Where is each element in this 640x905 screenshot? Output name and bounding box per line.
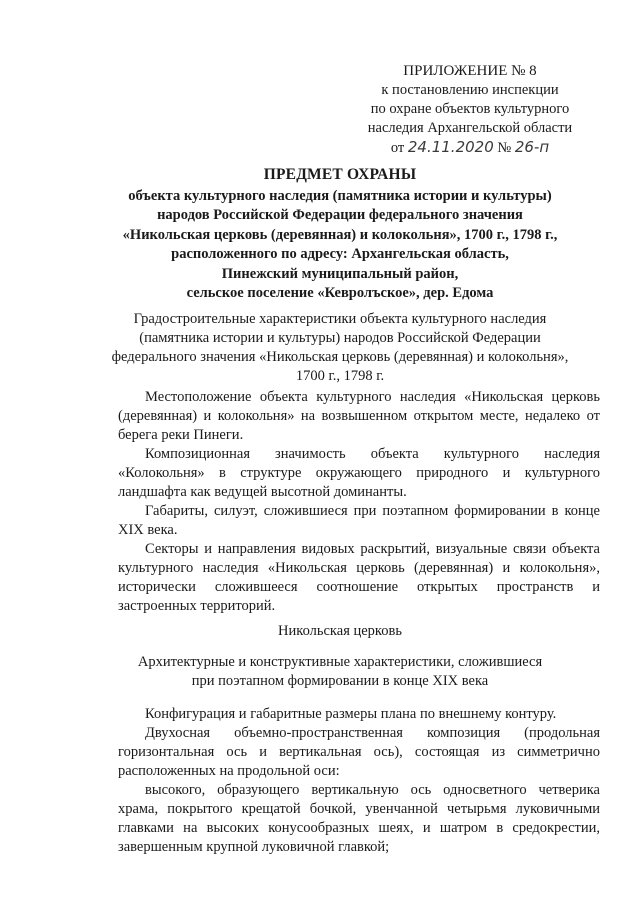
appendix-line: наследия Архангельской области: [367, 120, 573, 136]
title-line: объекта культурного наследия (памятника истории и культуры): [128, 187, 552, 204]
paragraph: Двухосная объемно-пространственная композиция (продольная горизонтальная ось и вертикальная ось), состоящая из симметрично расположенных на продольной оси:: [118, 725, 600, 779]
heading-line: федерального значения «Никольская церковь (деревянная) и колокольня»,: [111, 349, 569, 365]
paragraph: Конфигурация и габаритные размеры плана по внешнему контуру.: [145, 706, 557, 722]
heading-line: 1700 г., 1798 г.: [295, 368, 385, 384]
appendix-date-line: [340, 138, 600, 158]
heading-line: Архитектурные и конструктивные характеристики, сложившиеся: [137, 654, 543, 670]
handwritten-number: 26-п: [514, 138, 550, 156]
heading-line: при поэтапном формировании в конце XIX века: [191, 673, 489, 689]
section1-body: [118, 388, 600, 616]
document-title-block: [70, 165, 610, 304]
appendix-line: по охране объектов культурного: [370, 101, 570, 117]
paragraph: Местоположение объекта культурного наследия «Никольская церковь (деревянная) и колокольня» на возвышенном открытом месте, недалеко от берега реки Пинеги.: [118, 389, 600, 443]
title-line: народов Российской Федерации федерального значения: [157, 207, 523, 223]
church-heading: Никольская церковь: [278, 623, 402, 639]
date-prefix: от: [390, 140, 405, 156]
handwritten-date: 24.11.2020: [407, 138, 494, 156]
title-line: сельское поселение «Кевролъское», дер. Едома: [186, 285, 494, 301]
document-title: ПРЕДМЕТ ОХРАНЫ: [263, 166, 417, 183]
paragraph: Секторы и направления видовых раскрытий, визуальные связи объекта культурного наследия «Никольская церковь (деревянная) и колокольня», исторически сложившееся соотношение открытых пространств и застроенных территорий.: [118, 541, 600, 614]
number-sign: №: [497, 140, 512, 156]
section1-heading: [80, 310, 600, 386]
section2-body: [118, 705, 600, 857]
appendix-number: ПРИЛОЖЕНИЕ № 8: [403, 63, 537, 79]
title-line: «Никольская церковь (деревянная) и колокольня», 1700 г., 1798 г.,: [122, 226, 558, 243]
heading-line: (памятника истории и культуры) народов Российской Федерации: [139, 330, 541, 346]
appendix-line: к постановлению инспекции: [381, 82, 559, 98]
appendix-block: [340, 62, 600, 158]
paragraph: Габариты, силуэт, сложившиеся при поэтапном формировании в конце XIX века.: [118, 503, 600, 538]
paragraph: Композиционная значимость объекта культурного наследия «Колокольня» в структуре окружающего природного и культурного ландшафта как ведущей высотной доминанты.: [118, 446, 600, 500]
heading-line: Градостроительные характеристики объекта культурного наследия: [133, 311, 547, 327]
title-line: Пинежский муниципальный район,: [221, 265, 459, 282]
paragraph: высокого, образующего вертикальную ось односветного четверика храма, покрытого крещатой бочкой, увенчанной четырьмя луковичными главками на высоких конусообразных шеях, и шатром в средокрестии, завершенным крупной луковичной главкой;: [118, 782, 600, 855]
title-line: расположенного по адресу: Архангельская область,: [171, 246, 509, 262]
section2-heading: [80, 653, 600, 691]
